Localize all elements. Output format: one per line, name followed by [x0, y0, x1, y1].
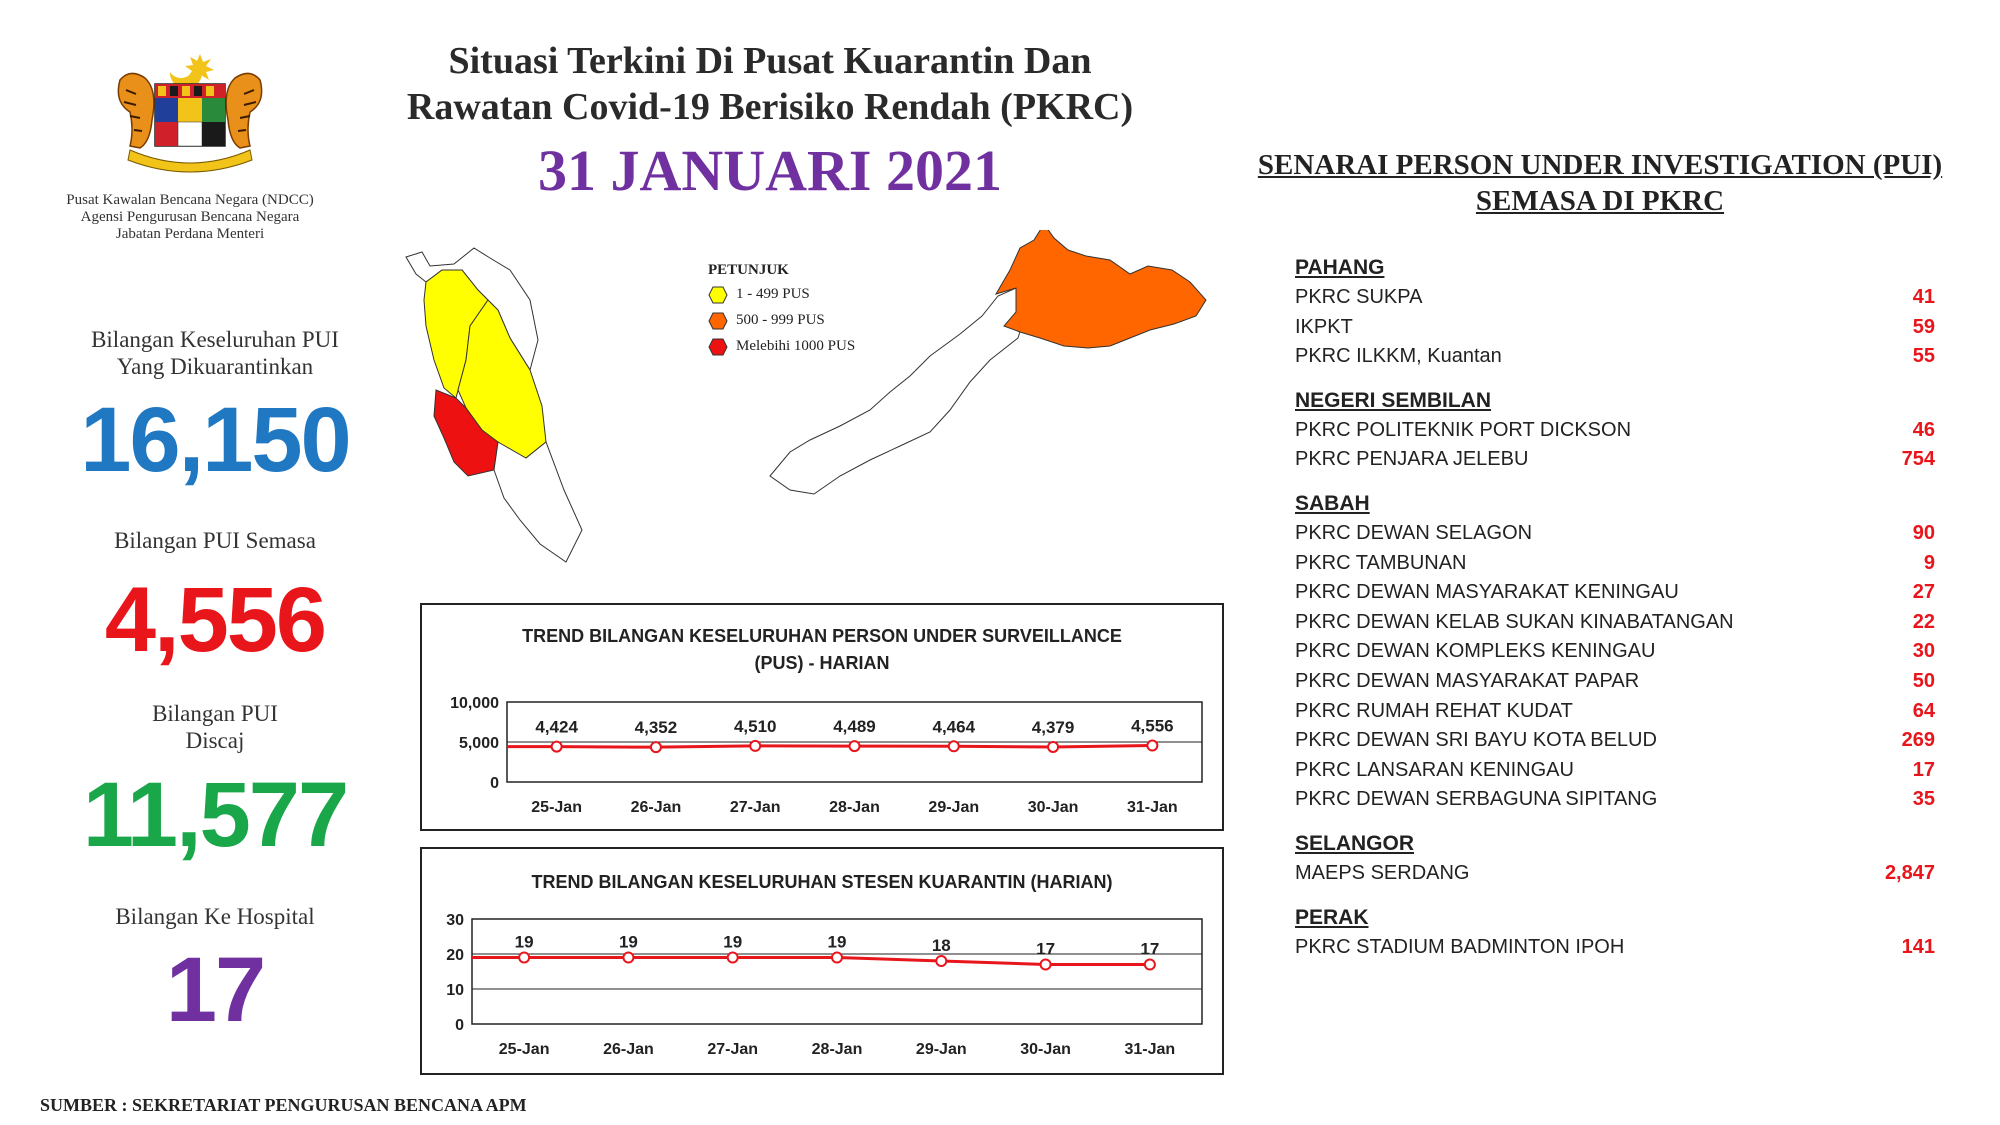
pkrc-row [1295, 859, 1935, 889]
data-label: 4,352 [634, 718, 678, 738]
pkrc-row [1295, 313, 1935, 343]
pkrc-count: 64 [1912, 699, 1935, 722]
data-point [728, 953, 738, 963]
state-section [1295, 386, 1935, 475]
pkrc-row [1295, 608, 1935, 638]
x-tick-label: 31-Jan [1127, 799, 1178, 816]
state-section [1295, 253, 1935, 372]
x-tick-label: 30-Jan [1020, 1041, 1071, 1058]
pkrc-name: PKRC ILKKM, Kuantan [1295, 345, 1502, 368]
current-pui-label: Bilangan PUI Semasa [114, 528, 316, 553]
y-tick-label: 0 [455, 1017, 464, 1034]
legend-swatch-orange [708, 311, 728, 331]
state-name: SELANGOR [1295, 831, 1415, 855]
pkrc-name: PKRC DEWAN KELAB SUKAN KINABATANGAN [1295, 610, 1734, 633]
discharged-pui-label-2: Discaj [185, 728, 245, 753]
data-label: 19 [723, 932, 743, 952]
total-pui-value: 16,150 [80, 389, 350, 491]
pkrc-row [1295, 445, 1935, 475]
legend-swatch-yellow [708, 285, 728, 305]
x-tick-label: 28-Jan [829, 799, 880, 816]
data-point [936, 956, 946, 966]
legend-item [708, 337, 908, 357]
pkrc-count: 50 [1912, 669, 1935, 692]
hospital-value: 17 [165, 939, 265, 1041]
pkrc-count: 55 [1912, 345, 1935, 368]
page-title-line-2: Rawatan Covid-19 Berisiko Rendah (PKRC) [406, 86, 1134, 128]
total-pui-label-1: Bilangan Keseluruhan PUI [91, 327, 339, 352]
data-point [850, 741, 860, 751]
data-point [832, 953, 842, 963]
pkrc-name: PKRC RUMAH REHAT KUDAT [1295, 699, 1573, 722]
coat-of-arms-logo [100, 50, 280, 175]
x-tick-label: 25-Jan [531, 799, 582, 816]
pkrc-row [1295, 785, 1935, 815]
x-tick-label: 25-Jan [498, 1041, 550, 1058]
data-label: 4,464 [932, 717, 976, 737]
pkrc-row [1295, 697, 1935, 727]
pkrc-row [1295, 933, 1935, 963]
data-label: 19 [618, 932, 638, 952]
pkrc-row [1295, 549, 1935, 579]
state-section [1295, 829, 1935, 889]
data-point [750, 741, 760, 751]
pkrc-name: PKRC PENJARA JELEBU [1295, 448, 1529, 471]
x-tick-label: 26-Jan [603, 1041, 654, 1058]
state-section [1295, 903, 1935, 963]
chart-title: TREND BILANGAN KESELURUHAN STESEN KUARANTIN (HARIAN) [531, 872, 1113, 892]
x-tick-label: 29-Jan [928, 799, 980, 816]
pkrc-name: PKRC LANSARAN KENINGAU [1295, 758, 1574, 781]
pkrc-name: PKRC SUKPA [1295, 286, 1423, 308]
legend-swatch-red [708, 337, 728, 357]
pkrc-count: 30 [1912, 640, 1935, 663]
pkrc-row [1295, 342, 1935, 372]
state-name: NEGERI SEMBILAN [1295, 388, 1492, 412]
data-point [1048, 742, 1058, 752]
data-label: 19 [514, 932, 534, 952]
pui-list-title-line-2: SEMASA DI PKRC [1475, 185, 1725, 217]
pkrc-count: 90 [1912, 521, 1935, 544]
pkrc-count: 27 [1912, 581, 1935, 604]
pus-trend-chart [420, 603, 1224, 831]
pkrc-name: PKRC STADIUM BADMINTON IPOH [1295, 935, 1625, 958]
y-tick-label: 5,000 [458, 735, 499, 752]
y-tick-label: 10,000 [450, 695, 499, 712]
pkrc-row [1295, 726, 1935, 756]
state-name: PAHANG [1295, 256, 1385, 279]
legend-label: 1 - 499 PUS [736, 286, 810, 302]
pkrc-count: 59 [1912, 315, 1935, 338]
data-label: 4,489 [833, 717, 876, 737]
x-tick-label: 30-Jan [1027, 799, 1079, 816]
state-name: SABAH [1295, 491, 1370, 515]
data-point [949, 741, 959, 751]
pkrc-name: PKRC DEWAN SERBAGUNA SIPITANG [1295, 788, 1658, 811]
data-point [552, 742, 562, 752]
source-note: SUMBER : SEKRETARIAT PENGURUSAN BENCANA APM [40, 1095, 527, 1115]
legend-title: PETUNJUK [708, 262, 789, 278]
pkrc-name: PKRC TAMBUNAN [1295, 551, 1467, 574]
pkrc-count: 41 [1912, 286, 1935, 308]
data-label: 4,379 [1031, 717, 1075, 737]
pui-list [1295, 253, 1935, 962]
page-title-line-1: Situasi Terkini Di Pusat Kuarantin Dan [448, 40, 1092, 82]
pkrc-count: 141 [1901, 935, 1935, 958]
pkrc-row [1295, 637, 1935, 667]
map-region-sabah [996, 230, 1206, 348]
station-trend-plot [422, 849, 1222, 1073]
pui-list-title-line-1: SENARAI PERSON UNDER INVESTIGATION (PUI) [1257, 149, 1943, 181]
legend-item [708, 311, 908, 331]
pus-trend-plot [422, 605, 1222, 829]
chart-title-line-1: TREND BILANGAN KESELURUHAN PERSON UNDER SURVEILLANCE [522, 626, 1122, 646]
report-date: 31 JANUARI 2021 [538, 138, 1002, 203]
data-label: 18 [931, 936, 951, 955]
pkrc-count: 22 [1912, 610, 1935, 633]
state-name: PERAK [1295, 905, 1369, 929]
pkrc-count: 754 [1901, 448, 1935, 471]
pui-list-title [1230, 147, 1970, 219]
pkrc-count: 17 [1912, 758, 1935, 781]
x-tick-label: 26-Jan [630, 799, 682, 816]
pkrc-name: PKRC DEWAN SELAGON [1295, 521, 1533, 544]
data-label: 4,510 [733, 716, 777, 736]
pkrc-row [1295, 416, 1935, 446]
station-trend-chart [420, 847, 1224, 1075]
agency-line-3: Jabatan Perdana Menteri [115, 226, 265, 242]
x-tick-label: 31-Jan [1124, 1041, 1176, 1058]
pkrc-count: 269 [1901, 729, 1935, 752]
data-point [1041, 960, 1051, 970]
data-point [623, 953, 633, 963]
data-point [1145, 960, 1155, 970]
total-pui-label-2: Yang Dikuarantinkan [116, 354, 314, 379]
discharged-pui-label-1: Bilangan PUI [152, 701, 278, 726]
data-label: 17 [1036, 939, 1056, 959]
pkrc-row [1295, 578, 1935, 608]
legend-label: 500 - 999 PUS [736, 312, 825, 328]
pkrc-name: IKPKT [1295, 315, 1353, 338]
discharged-pui-value: 11,577 [82, 764, 348, 866]
agency-line-1: Pusat Kawalan Bencana Negara (NDCC) [66, 192, 314, 208]
pkrc-name: PKRC DEWAN SRI BAYU KOTA BELUD [1295, 729, 1657, 752]
y-tick-label: 30 [446, 912, 464, 929]
pkrc-count: 9 [1923, 551, 1935, 574]
x-tick-label: 27-Jan [729, 799, 781, 816]
pkrc-count: 46 [1912, 418, 1935, 441]
pkrc-name: MAEPS SERDANG [1295, 861, 1470, 884]
data-point [1147, 741, 1157, 751]
pkrc-name: PKRC DEWAN MASYARAKAT KENINGAU [1295, 581, 1679, 604]
state-section [1295, 489, 1935, 815]
pkrc-row [1295, 756, 1935, 786]
y-tick-label: 20 [446, 947, 464, 964]
legend-label: Melebihi 1000 PUS [736, 338, 856, 354]
data-label: 4,556 [1131, 716, 1174, 736]
legend-item [708, 285, 908, 305]
x-tick-label: 28-Jan [811, 1041, 863, 1058]
data-label: 17 [1140, 939, 1160, 959]
current-pui-value: 4,556 [104, 569, 326, 671]
data-label: 19 [827, 932, 847, 952]
x-tick-label: 29-Jan [915, 1041, 967, 1058]
pkrc-row [1295, 519, 1935, 549]
pkrc-count: 35 [1912, 788, 1935, 811]
data-point [651, 742, 661, 752]
data-label: 4,424 [535, 717, 578, 737]
pkrc-count: 2,847 [1884, 861, 1935, 884]
y-tick-label: 0 [490, 775, 499, 792]
x-tick-label: 27-Jan [707, 1041, 759, 1058]
pkrc-name: PKRC DEWAN MASYARAKAT PAPAR [1295, 669, 1640, 692]
chart-title-line-2: (PUS) - HARIAN [754, 653, 890, 673]
y-tick-label: 10 [446, 982, 464, 999]
pkrc-name: PKRC POLITEKNIK PORT DICKSON [1295, 418, 1632, 441]
pkrc-row [1295, 667, 1935, 697]
pkrc-name: PKRC DEWAN KOMPLEKS KENINGAU [1295, 640, 1656, 663]
data-point [519, 953, 529, 963]
pkrc-row [1295, 283, 1935, 313]
hospital-label: Bilangan Ke Hospital [115, 904, 315, 929]
agency-line-2: Agensi Pengurusan Bencana Negara [80, 209, 300, 225]
map-legend [708, 262, 908, 363]
page-title [330, 38, 1210, 130]
map-region-johor [494, 442, 582, 562]
